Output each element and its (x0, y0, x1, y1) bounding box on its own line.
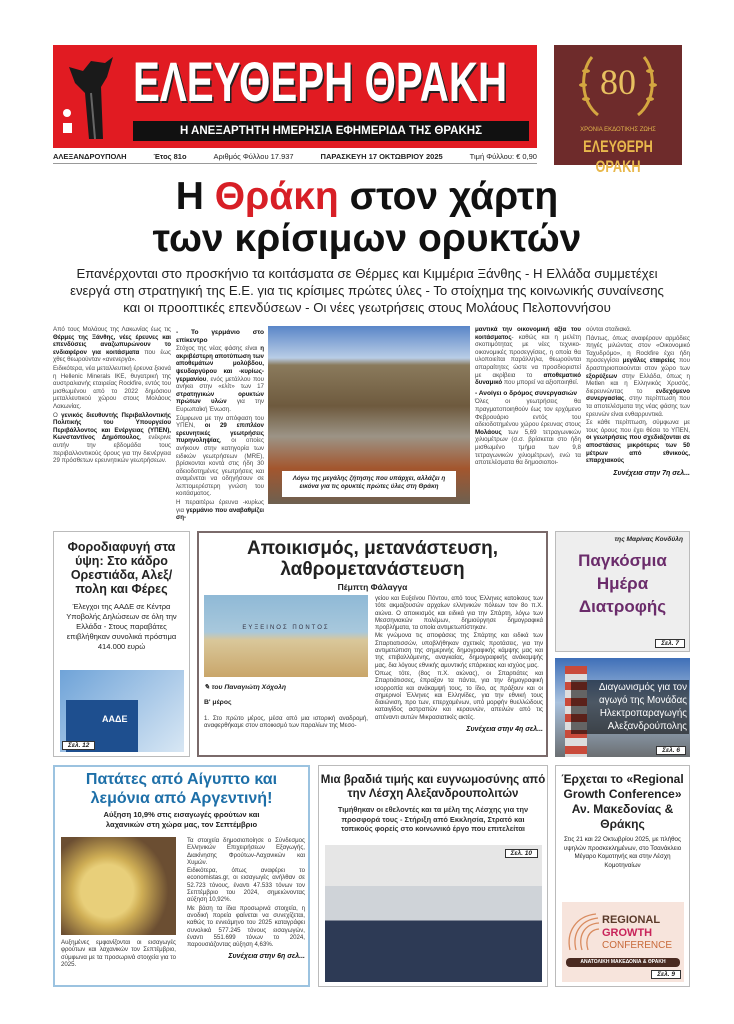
lead-continue-link[interactable]: Συνέχεια στην 7η σελ... (613, 469, 690, 477)
headline-part: Η (175, 175, 215, 218)
paragraph (586, 326, 690, 334)
paragraph (586, 419, 690, 465)
bold-text: εξορύξεων (586, 372, 618, 380)
tax-title: Φοροδιαφυγή στα ύψη: Στο κάδρο Ορεστιάδα, Αλεξ/πολη και Φέρες (67, 540, 176, 596)
text: Από τους Μολάους της Λακωνίας έως τις (53, 326, 171, 333)
club-subtitle: Τιμήθηκαν οι εθελοντές και τα μέλη της Λέσχης για την προσφορά τους - Στήριξη από Εκκλησία, Στρατό και τοπικούς φορείς στο κοινωνικό έργο που επιτελείται (337, 805, 529, 833)
text: για την Ευρωπαϊκή Ένωση. (176, 398, 264, 413)
paragraph: Με γνώμονα τις αποφάσεις της Σπάρτης και ειδικά των Σπαρτιατισσών, υποβλήθηκαν σχετικές προτάσεις, για την αντιμετώπιση της σημερινής δημογραφικής κάμψης μας και της επιβαλλόμενης, αναγκαίας, δημογραφικής ανάκαμψής μας, δια λόγους εθνικής αμυντικής επάρκειας και ισχύος μας. (375, 632, 543, 669)
nutrition-byline: της Μαρίνας Κονδύλη (614, 536, 683, 543)
anniversary-name: ΕΛΕΥΘΕΡΗ ΘΡΑΚΗ (583, 137, 653, 176)
club-event-photo (325, 845, 542, 982)
mountains-photo (268, 326, 470, 504)
byline-text: του Παναγιώτη Χόχολη (211, 684, 287, 691)
text: , στην περίπτωση που τα αποτελέσματα της νέας φάσης των ερευνών είναι ενθαρρυντικά. (586, 395, 690, 418)
text: Στόχος της νέας φάσης είναι (176, 345, 261, 353)
text: που έως χθες θεωρούνταν «ανενεργά». (53, 348, 171, 364)
lead-headline[interactable] (60, 176, 674, 260)
globe-lines-icon (566, 912, 600, 952)
page-ref: Σελ. 7 (655, 639, 685, 648)
text: , οι οποίες ανήκουν στην κατηγορία των ειδικών γεωτρήσεων (MRE), βρίσκονται κοντά στις ήδη 30 αδειοδοτημένες γεωτρήσεις και αναμένεται να οδηγήσουν σε λεπτομερέστερη γνώση του κοιτάσματος. (176, 437, 264, 498)
paragraph (176, 499, 264, 522)
city: ΑΛΕΞΑΝΔΡΟΥΠΟΛΗ (53, 152, 127, 161)
paragraph: Όπως τότε, (8ος π.Χ. αιώνας), οι Σπαρτιάτες και Σπαρτιάτισσες, έπραξαν τα πάντα, για την δημογραφική ισορροπία και ανάκαμψή τους, το ίδιο, ας πράξουν και οι σημερινοί Έλληνες και Ελληνίδες, για την εθνική τους διαιώνιση, προ των, επερχομένων, υπό μορφήν θυελλώδους καταιγίδος αστραπών και κεραυνών, απειλών από τις απέναντι αυτών Μικρασιατικές ακτές. (375, 669, 543, 721)
text: - καθώς και η μελέτη σκοπιμότητας με νέες τεχνικο-οικονομικές προσεγγίσεις, η οποία θα υλοποιείται παράλληλα, θεωρούνται απαραίτητες ώστε να προσδιοριστεί με ακρίβεια το (475, 333, 581, 379)
lead-column-4 (586, 326, 690, 478)
bold-text: γενικός διευθυντής Περιβαλλοντικής Πολιτικής του Υπουργείου Περιβάλλοντος και Ενέργειας (ΥΠΕΝ), Κωνσταντίνος Δημόπουλος (53, 411, 171, 442)
price: Τιμή Φύλλου: € 0,90 (469, 152, 537, 161)
text: ούνται σταδιακά. (586, 326, 632, 333)
paragraph (176, 415, 264, 499)
potatoes-caption: Αυξημένες εμφανίζονται οι εισαγωγές φρούτων και λαχανικών τον Σεπτέμβριο, σύμφωνα με τα προσωρινά στοιχεία για το 2025. (61, 939, 176, 968)
colonization-left-text: 1. Στο πρώτο μέρος, μέσα από μια ιστορική αναδρομή, αναφερθήκαμε στον αποικισμό των παραλίων της Μεσο- (204, 715, 368, 730)
photo-caption: Λόγω της μεγάλης ζήτησης που υπάρχει, αλλάζει η εικόνα για τις ορυκτές πρώτες ύλες στη Θράκη (282, 471, 456, 497)
masthead (53, 45, 537, 148)
anniversary-number: 80 (600, 62, 636, 102)
headline-line2: των κρίσιμων ορυκτών (152, 217, 582, 260)
power-plant-title: Διαγωνισμός για τον αγωγό της Μονάδας Ηλεκτροπαραγωγής Αλεξανδρούπολης (571, 680, 689, 734)
pen-icon: ✎ (204, 684, 212, 691)
power-plant-story[interactable] (555, 658, 690, 757)
bold-text: οι γεωτρήσεις που σχεδιάζονται σε αποστάσεις μικρότερες των 50 μέτρων από εθνικούς, επαρχιακούς (586, 434, 690, 465)
text: Όλες οι γεωτρήσεις θα πραγματοποιηθούν έως τον ερχόμενο Φεβρουάριο εντός του αδειοδοτημένου χώρου έρευνας στους (475, 398, 581, 429)
bold-text: Θέρμες της Ξάνθης, νέες έρευνες και επενδύσεις αναζωπυρώνουν το ενδιαφέρον για κοιτάσματα (53, 333, 171, 356)
page-ref: Σελ. 6 (656, 746, 686, 755)
conference-title: Έρχεται το «Regional Growth Conference» Αν. Μακεδονίας & Θράκης (561, 772, 684, 831)
paragraph (53, 326, 171, 364)
aade-photo (60, 670, 184, 752)
colonization-title: Αποικισμός, μετανάστευση, λαθρομετανάστευση (246, 538, 499, 580)
potatoes-photo (61, 837, 176, 935)
page-ref: Σελ. 12 (62, 741, 95, 750)
logo-line-2: GROWTH (602, 927, 653, 939)
bold-text: μεγάλες εταιρείες (622, 357, 676, 365)
text: των 5,69 τετραγωνικών χιλιομέτρων (σ.σ. βρίσκεται στο ήδη μισθωμένο τμήμα των 9,8 τετραγωνικών χιλιομέτρων), ενώ τα αποτελέσματα θα δημοσιοποι- (475, 428, 581, 467)
colonization-story[interactable] (197, 531, 548, 757)
bold-text: αποθεματικό δυναμικό (475, 371, 581, 387)
potatoes-text-column (187, 837, 305, 961)
issue-number: Αριθμός Φύλλου 17.937 (213, 152, 294, 161)
lead-subheadline: Επανέρχονται στο προσκήνιο τα κοιτάσματα σε Θέρμες και Κιμμέρια Ξάνθης - Η Ελλάδα συμμετέχει ενεργά στη στρατηγική της Ε.Ε. για τις κρίσιμες πρώτες ύλες - Το στοίχημα της κοινωνικής συναίνεσης και οι προοπτικές επενδύσεων - Οι νέες γεωτρήσεις στους Μολάους Πελοποννήσου (70, 266, 664, 315)
year: Έτος 81ο (153, 152, 187, 161)
text: , ενός μετάλλου που ανήκει στην «ελίτ» των 17 (176, 375, 264, 391)
nutrition-title: Παγκόσμια Ημέρα Διατροφής (578, 551, 667, 616)
page-ref: Σελ. 10 (505, 849, 538, 858)
nutrition-story[interactable] (555, 531, 690, 652)
part-label: Β' μέρος (204, 699, 232, 706)
logo-line-3: CONFERENCE (602, 940, 673, 951)
bold-text: ενδεχόμενο συνεργασίας (586, 387, 690, 403)
subheading: - Ανοίγει ο δρόμος συνεργασιών (475, 389, 578, 397)
logo-band: ΑΝΑΤΟΛΙΚΗ ΜΑΚΕΔΟΝΙΑ & ΘΡΑΚΗ (566, 958, 680, 967)
club-title: Μια βραδιά τιμής και ευγνωμοσύνης από την Λέσχη Αλεξανδρουπολιτών (320, 774, 546, 800)
headline-highlight: Θράκη (214, 175, 339, 218)
tax-summary: Έλεγχοι της ΑΑΔΕ σε Κέντρα Υποβολής Δηλώσεων σε όλη την Ελλάδα - Στους παραβάτες επιβλήθηκαν συνολικά πρόστιμα 414.000 ευρώ (66, 602, 177, 651)
paragraph (176, 345, 264, 413)
conference-story[interactable] (555, 765, 690, 987)
text: Πάντως, όπως αναφέρουν αρμόδιες πηγές μιλώντας στον «Οικονομικό Ταχυδρόμο», η Rockfire έχει ήδη προσεγγίσει (586, 334, 690, 365)
bold-text: μαντικά την οικονομική αξία του κοιτάσματος (475, 326, 581, 341)
paragraph (53, 365, 171, 411)
colonization-continue-link[interactable]: Συνέχεια στην 4η σελ... (466, 726, 543, 734)
paragraph: Ειδικότερα, όπως αναφέρει το economistas.gr, οι εισαγωγές ανήλθαν σε 52.723 τόνους, έναντι 47.533 τόνων τον Σεπτέμβριο του 2024, σημειώνοντας αύξηση 10,92%. (187, 867, 305, 904)
colonization-kicker: Πέμπτη Φάλαγγα (337, 582, 408, 592)
newspaper-tagline: Η ΑΝΕΞΑΡΤΗΤΗ ΗΜΕΡΗΣΙΑ ΕΦΗΜΕΡΙΔΑ ΤΗΣ ΘΡΑΚΗΣ (133, 121, 529, 141)
newspaper-title: ΕΛΕΥΘΕΡΗ ΘΡΑΚΗ (133, 50, 508, 113)
bold-text: η ακριβέστερη αποτύπωση των αποθεμάτων μολύβδου, ψευδαργύρου και -κυρίως- γερμανίου (176, 345, 264, 383)
potatoes-story[interactable] (53, 765, 310, 987)
winged-victory-logo-icon (61, 53, 123, 141)
anniversary-text: ΧΡΟΝΙΑ ΕΚΔΟΤΙΚΗΣ ΖΩΗΣ (580, 127, 656, 133)
text: Η περαιτέρω έρευνα -κυρίως για (176, 499, 264, 514)
text: που δραστηριοποιούνται στον χώρο των (586, 357, 690, 372)
text: Σε κάθε περίπτωση, σύμφωνα με τους όρους που έχει θέσει το ΥΠΕΝ, (586, 419, 690, 434)
text: Ο (53, 411, 62, 419)
text: Σύμφωνα με την απόφαση του ΥΠΕΝ, (176, 414, 264, 430)
aade-sign: ΑΑΔΕ (66, 700, 138, 752)
text: , ενέκρινε αυτήν την εβδομάδα τους περιβαλλοντικούς όρους για την διενέργεια 29 πρόσθετων ερευνητικών γεωτρήσεων. (53, 434, 171, 465)
paragraph (53, 412, 171, 465)
historical-map (204, 595, 368, 677)
text: που μπορεί να αξιοποιηθεί. (502, 379, 579, 387)
map-label: ΕΥΞΕΙΝΟΣ ΠΟΝΤΟΣ (242, 625, 330, 631)
lead-column-3 (475, 326, 581, 468)
author-byline (204, 683, 286, 691)
lead-column-2 (176, 326, 264, 523)
potatoes-continue-link[interactable]: Συνέχεια στην 6η σελ... (228, 953, 305, 961)
paragraph (586, 335, 690, 419)
paragraph: Με βάση τα ίδια προσωρινά στοιχεία, η ανοδική πορεία φαίνεται να συνεχίζεται, καθώς το εννεάμηνο του 2025 καταγράφει συνολικά 577.245 τόνους εισαγωγών, έναντι 551.699 τόνων το 2024, παρουσιάζοντας αύξηση 4,63%. (187, 904, 305, 949)
lead-column-1 (53, 326, 171, 466)
paragraph: γείου και Ευξείνου Πόντου, από τους Έλληνες κατοίκους των τότε ακμαζουσών αρχαίων ελληνικών πόλεων τον 8ο π.Χ. αιώνα. Ο αποικισμός και ειδικά για την Σπάρτη, λόγω των Μεσσηνιακών πολέμων, δημιούργησε δημογραφικά προβλήματα, τα οποία αντιμετωπίστηκαν. (375, 595, 543, 632)
page-ref: Σελ. 9 (651, 970, 681, 979)
text: Ειδικότερα, νέα μεταλλευτική έρευνα ξεκινά η Hellenic Minerals IKE, θυγατρική της αυστραλιανής εταιρείας Rockfire, εντός του μισθωμένου από το 2022 δημόσιου μεταλλευτικού χώρου στους Μολάους Λακωνίας. (53, 364, 171, 410)
bold-text: γερμάνιο που αναβαθμίζει ση- (176, 506, 264, 522)
club-story[interactable] (318, 765, 548, 987)
paragraph: Τα στοιχεία δημοσιοποίησε ο Σύνδεσμος Ελληνικών Επιχειρήσεων Εξαγωγής, Διακίνησης Φρούτων-Λαχανικών και Χυμών. (187, 837, 305, 866)
subheading: - Το γερμάνιο στο επίκεντρο (176, 329, 264, 344)
logo-line-1: REGIONAL (602, 914, 661, 926)
headline-part: στον χάρτη (338, 175, 559, 218)
text: στην Ελλάδα, όπως η Metlen και η Ελληνικός Χρυσός, διερευνώντας το (586, 372, 690, 395)
colonization-right-column (375, 595, 543, 734)
potatoes-subtitle: Αύξηση 10,9% στις εισαγωγές φρούτων και λαχανικών στη χώρα μας, τον Σεπτέμβριο (103, 810, 260, 829)
potatoes-title: Πατάτες από Αίγυπτο και λεμόνια από Αργεντινή! (85, 771, 278, 807)
bold-text: οι 29 επιπλέον ερευνητικές γεωτρήσεις πυρηνοληψίας (176, 422, 264, 445)
bold-text: Μολάους (475, 428, 502, 436)
issue-info-bar (53, 150, 537, 164)
paragraph (475, 398, 581, 466)
anniversary-badge (554, 45, 682, 176)
date: ΠΑΡΑΣΚΕΥΗ 17 ΟΚΤΩΒΡΙΟΥ 2025 (320, 152, 443, 161)
tax-evasion-story[interactable] (53, 531, 190, 757)
conference-logo (562, 902, 684, 982)
conference-summary: Στις 21 και 22 Οκτωβρίου 2025, με πλήθος υψηλών προσκεκλημένων, στο Τσανάκλειο Μέγαρο Κομοτηνής και στην Λέσχη Κομοτηναίων (563, 836, 682, 869)
paragraph (475, 326, 581, 387)
bold-text: στρατηγικών ορυκτών πρώτων υλών (176, 390, 264, 406)
